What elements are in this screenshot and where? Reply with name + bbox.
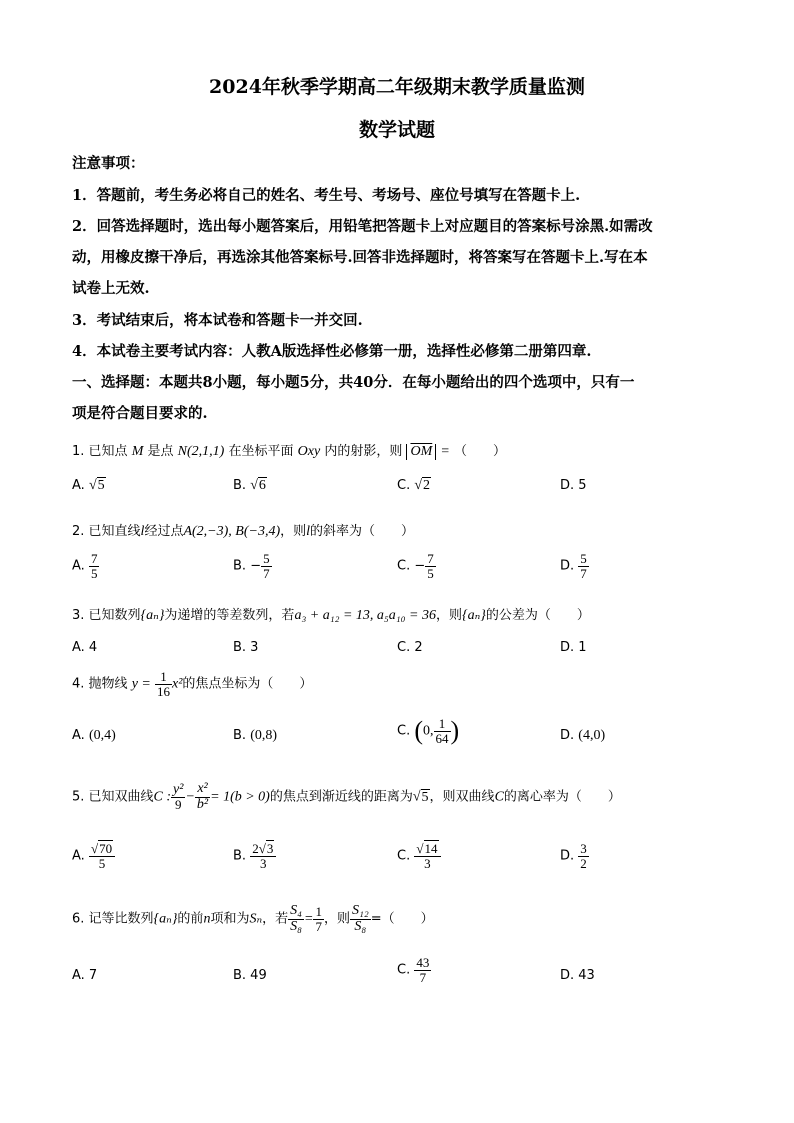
q1-option-d: D. 5 (560, 478, 587, 493)
q2-option-b: B. − $\frac{5}{7}$ (233, 551, 270, 581)
q2-option-c: C. − $\frac{7}{5}$ (397, 551, 434, 581)
question-4-stem: 4. 抛物线 y = $\frac{1}{16}$ x²的焦点坐标为（ ） (72, 669, 313, 699)
question-6-stem: 6. 记等比数列{aₙ}的前n项和为Sₙ，若 $\frac{\text{S₄}}{\text{S₈}}$ = $\frac{1}{7}$ ，则 $\frac{\text{S₁₂}}{\text{S₈}}$ =（ ） (72, 903, 434, 934)
q2-option-a: A. $\frac{7}{5}$ (72, 551, 98, 581)
section-heading-line-2: 项是符合题目要求的. (72, 405, 208, 422)
q2-option-d: D. $\frac{5}{7}$ (560, 551, 587, 581)
notice-heading: 注意事项： (72, 155, 145, 172)
q3-option-d: D. 1 (560, 640, 587, 655)
q3-option-a: A. 4 (72, 640, 98, 655)
q1-option-b: B. √6 (233, 478, 266, 493)
q1-option-c: C. √2 (397, 478, 431, 493)
page-title: 2024年秋季学期高二年级期末教学质量监测 (209, 76, 585, 98)
q3-option-c: C. 2 (397, 640, 423, 655)
section-heading-line-1: 一、选择题：本题共8小题，每小题5分，共40分．在每小题给出的四个选项中，只有一 (72, 374, 635, 391)
question-3-stem: 3. 已知数列{aₙ}为递增的等差数列，若a₃ + a₁₂ = 13, a₅a₁₀ = 36，则{aₙ}的公差为（ ） (72, 608, 590, 623)
notice-item-1: 1．答题前，考生务必将自己的姓名、考生号、考场号、座位号填写在答题卡上. (72, 187, 581, 204)
q5-option-c: C. $\frac{√14}{3}$ (397, 842, 441, 870)
page-subtitle: 数学试题 (358, 119, 435, 141)
q3-option-b: B. 3 (233, 640, 259, 655)
notice-item-2-line-1: 2．回答选择题时，选出每小题答案后，用铅笔把答题卡上对应题目的答案标号涂黑.如需改 (72, 218, 653, 235)
notice-item-2-line-3: 试卷上无效. (72, 280, 150, 297)
q1-option-a: A. √5 (72, 478, 105, 493)
q4-option-b: B. (0,8) (233, 728, 278, 743)
q5-option-d: D. $\frac{3}{2}$ (560, 841, 587, 871)
q5-option-a: A. $\frac{√70}{5}$ (72, 842, 115, 870)
notice-item-2-line-2: 动，用橡皮擦干净后，再选涂其他答案标号.回答非选择题时，将答案写在答题卡上.写在本 (72, 249, 648, 266)
q6-option-c: C. $\frac{43}{7}$ (397, 955, 430, 985)
q6-option-a: A. 7 (72, 968, 98, 983)
q4-option-d: D. (4,0) (560, 728, 606, 743)
q5-option-b: B. $\frac{2√3}{3}$ (233, 842, 276, 870)
q6-option-d: D. 43 (560, 968, 595, 983)
notice-item-3: 3．考试结束后，将本试卷和答题卡一并交回. (72, 312, 363, 329)
question-5-stem: 5. 已知双曲线C : $\frac{\text{y²}}{9}$ − $\frac{\text{x²}}{\text{b²}}$ = 1(b > 0)的焦点到渐近线的距离为√5，则双曲线C的离心率为（ ） (72, 781, 621, 813)
question-1-stem: 1. 已知点 M 是点 N(2,1,1) 在坐标平面 Oxy 内的射影，则 $\overline{OM}$ = （ ） (72, 444, 506, 459)
question-2-stem: 2. 已知直线l经过点A(2,−3), B(−3,4)，则l的斜率为（ ） (72, 524, 415, 539)
vector-magnitude: $\overline{OM}$ (406, 444, 436, 460)
notice-item-4: 4．本试卷主要考试内容：人教A版选择性必修第一册，选择性必修第二册第四章. (72, 343, 592, 360)
q4-option-a: A. (0,4) (72, 728, 116, 743)
q6-option-b: B. 49 (233, 968, 267, 983)
q4-option-c: C. (0, $\frac{1}{64}$ ) (397, 715, 460, 746)
